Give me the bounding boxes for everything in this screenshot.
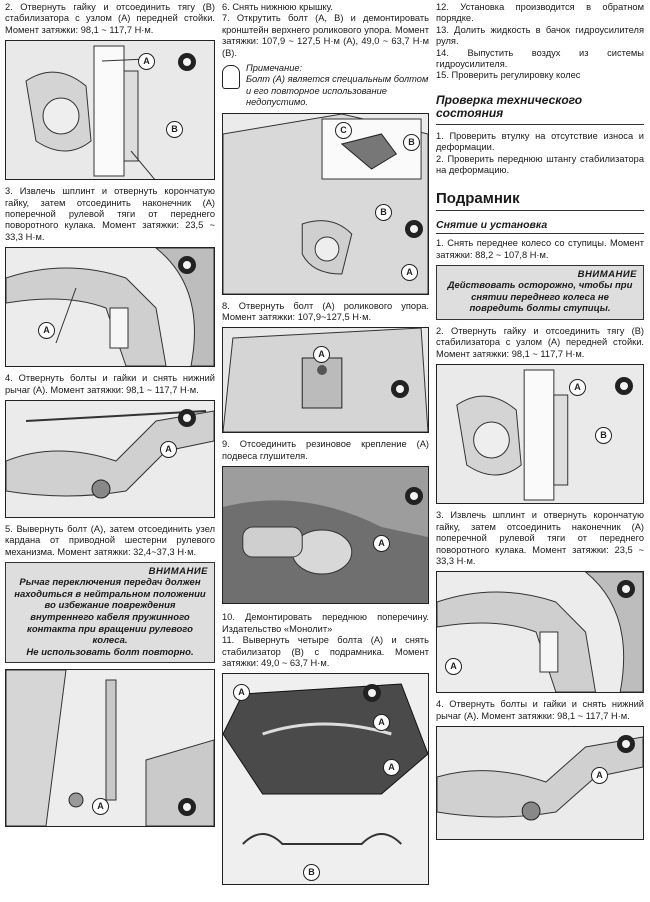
check-2-text: 2. Проверить переднюю штангу стабилизатора на деформацию.: [436, 153, 644, 176]
divider: [436, 124, 644, 125]
note-title: Примечание:: [246, 63, 303, 74]
warning-title: ВНИМАНИЕ: [148, 566, 208, 578]
step-3-text: 3. Извлечь шплинт и отвернуть корончатую гайку, затем отсоединить наконечник (А) поперечной рулевой тяги от переднего поворотного кулака. Момент затяжки: 23,5 ~ 33,3 Н·м.: [5, 186, 215, 242]
removal-step-4-text: 4. Отвернуть болты и гайки и снять нижний рычаг (А). Момент затяжки: 98,1 ~ 117,7 Н·м.: [436, 699, 644, 721]
column-middle: [222, 0, 429, 885]
label-a: A: [569, 379, 586, 396]
label-b: B: [166, 121, 183, 138]
label-a: A: [373, 535, 390, 552]
column-right: [436, 0, 644, 840]
label-a: A: [383, 759, 400, 776]
brand-logo-icon: [178, 409, 196, 427]
figure-stabilizer-subframe: [222, 673, 429, 885]
warning-title: ВНИМАНИЕ: [577, 269, 637, 281]
step-12-text: 12. Установка производится в обратном порядке.: [436, 2, 644, 24]
figure-lower-arm: [5, 400, 215, 518]
step-13-text: 13. Долить жидкость в бачок гидроусилителя руля.: [436, 24, 644, 47]
removal-step-2-text: 2. Отвернуть гайку и отсоединить тягу (В) стабилизатора с узлом (А) передней стойки. Момент затяжки: 98,1 ~ 117,7 Н·м.: [436, 326, 644, 359]
label-a: A: [445, 658, 462, 675]
step-9-text: 9. Отсоединить резиновое крепление (А) подвеса глушителя.: [222, 439, 429, 461]
figure-roller-bolt: [222, 327, 429, 433]
divider: [436, 210, 644, 211]
step-4-text: 4. Отвернуть болты и гайки и снять нижний рычаг (А). Момент затяжки: 98,1 ~ 117,7 Н·м.: [5, 373, 215, 395]
label-a: A: [160, 441, 177, 458]
step-8-text: 8. Отвернуть болт (А) роликового упора. Момент затяжки: 107,9~127,5 Н·м.: [222, 300, 429, 323]
warning-box: [5, 562, 215, 663]
check-1-text: 1. Проверить втулку на отсутствие износа и деформации.: [436, 130, 644, 153]
lightbulb-icon: [222, 65, 240, 89]
label-b: B: [595, 427, 612, 444]
brand-logo-icon: [405, 220, 423, 238]
divider: [436, 233, 644, 234]
removal-step-1-text: 1. Снять переднее колесо со ступицы. Момент затяжки: 88,2 ~ 107,8 Н·м.: [436, 238, 644, 260]
figure-tie-rod-end: [436, 571, 644, 693]
figure-muffler-mount: [222, 466, 429, 604]
label-a: A: [233, 684, 250, 701]
heading-removal: Снятие и установка: [436, 219, 548, 232]
figure-roller-bracket: [222, 113, 429, 295]
step-5-text: 5. Вывернуть болт (А), затем отсоединить узел кардана от приводной шестерни рулевого механизма. Момент затяжки: 32,4~37,3 Н·м.: [5, 524, 215, 557]
step-10-text: 10. Демонтировать переднюю поперечину. Издательство «Монолит»: [222, 612, 429, 634]
step-2-text: 2. Отвернуть гайку и отсоединить тягу (В) стабилизатора с узлом (А) передней стойки. Момент затяжки: 98,1 ~ 117,7 Н·м.: [5, 2, 215, 35]
figure-strut-stabilizer-link: [436, 364, 644, 504]
step-6-text: 6. Снять нижнюю крышку.: [222, 2, 333, 12]
label-a: A: [92, 798, 109, 815]
label-b: B: [403, 134, 420, 151]
column-left: [5, 0, 215, 827]
brand-logo-icon: [617, 735, 635, 753]
step-15-text: 15. Проверить регулировку колес: [436, 70, 581, 81]
figure-tie-rod-end: [5, 247, 215, 367]
label-a: A: [38, 322, 55, 339]
warning-text-2: Не использовать болт повторно.: [26, 646, 194, 658]
label-b: B: [303, 864, 320, 881]
warning-text: Рычаг переключения передач должен находиться в нейтральном положении во избежание повреждения внутреннего кабеля пружинного контакта при вращении рулевого колеса.: [14, 577, 206, 647]
figure-steering-shaft: [5, 669, 215, 827]
heading-subframe: Подрамник: [436, 190, 520, 208]
label-a: A: [401, 264, 418, 281]
label-a: A: [138, 53, 155, 70]
step-14-text: 14. Выпустить воздух из системы гидроусилителя.: [436, 47, 644, 70]
note-block: [222, 63, 429, 109]
label-c: C: [335, 122, 352, 139]
warning-text: Действовать осторожно, чтобы при снятии переднего колеса не повредить болты ступицы.: [447, 280, 633, 315]
label-b: B: [375, 204, 392, 221]
figure-lower-arm: [436, 726, 644, 840]
warning-box: [436, 265, 644, 320]
heading-inspection: Проверка технического состояния: [436, 92, 583, 121]
step-7-text: 7. Открутить болт (А, В) и демонтировать кронштейн верхнего роликового упора. Момент затяжки: 107,9 ~ 127,5 Н·м (А), 49,0 ~ 63,7 Н·м (В).: [222, 13, 429, 58]
note-text: Болт (А) является специальным болтом и его повторное использование недопустимо.: [246, 74, 429, 108]
label-a: A: [313, 346, 330, 363]
label-a: A: [591, 767, 608, 784]
figure-strut-stabilizer-link: [5, 40, 215, 180]
removal-step-3-text: 3. Извлечь шплинт и отвернуть корончатую гайку, затем отсоединить наконечник (А) поперечной рулевой тяги от переднего поворотного кулака. Момент затяжки: 23,5 ~ 33,3 Н·м.: [436, 510, 644, 566]
label-a: A: [373, 714, 390, 731]
step-11-text: 11. Вывернуть четыре болта (А) и снять стабилизатор (В) с подрамника. Момент затяжки: 49,0 ~ 63,7 Н·м.: [222, 635, 429, 668]
